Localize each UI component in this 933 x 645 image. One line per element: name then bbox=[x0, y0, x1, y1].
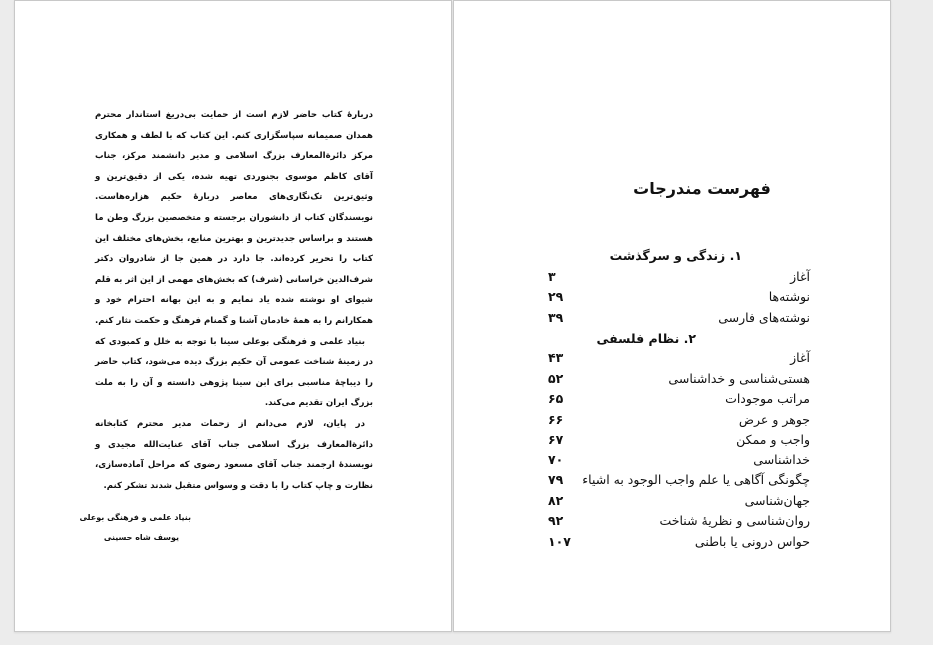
toc-entry-label: آغاز bbox=[790, 350, 810, 365]
signature-organization: بنیاد علمی و فرهنگی بوعلی bbox=[79, 513, 191, 522]
toc-entry-page: ۲۹ bbox=[548, 289, 564, 304]
toc-entry-label: مراتب موجودات bbox=[725, 391, 810, 406]
toc-entry-label: واجب و ممکن bbox=[736, 432, 810, 447]
toc-entry[interactable] bbox=[548, 452, 810, 472]
toc-entry-page: ۵۲ bbox=[548, 371, 564, 386]
toc-entry-label: نوشته‌ها bbox=[768, 289, 810, 304]
toc-entry-label: حواس درونی یا باطنی bbox=[694, 534, 810, 549]
toc-entry-page: ۸۲ bbox=[548, 493, 564, 508]
preface-text bbox=[95, 105, 373, 496]
toc-entry[interactable] bbox=[548, 371, 810, 391]
toc-entry-page: ۳۹ bbox=[548, 310, 564, 325]
toc-entry[interactable] bbox=[548, 350, 810, 370]
preface-paragraph: دربارۀ کتاب حاضر لازم است از حمایت بی‌دریغ استاندار محترم همدان صمیمانه سپاسگزاری کنم. این کتاب که با لطف و همکاری مرکز دائرةالمعارف بزرگ اسلامی و مدیر دانشمند مرکز، جناب آقای کاظم موسوی بجنوردی تهیه شده، یکی از دقیق‌ترین و وثیق‌ترین تک‌نگاری‌های معاصر دربارۀ حکیم هزاره‌هاست. نویسندگان کتاب از دانشوران برجسته و متخصصین بزرگ وطن ما هستند و براساس جدیدترین و بهترین منابع، بخش‌های مختلف این کتاب را تحریر کرده‌اند. جا دارد در همین جا از شادروان دکتر شرف‌الدین خراسانی (شرف) که بخش‌های مهمی از این اثر به قلم شیوای او نوشته شده یاد نمایم و به این بهانه احترام خود و همکارانم را به همۀ خادمان آشنا و گمنام فرهنگ و حکمت نثار کنم. bbox=[95, 110, 373, 326]
toc-section-heading: ۲. نظام فلسفی bbox=[596, 331, 696, 346]
toc-entry[interactable] bbox=[548, 513, 810, 533]
toc-entry-page: ۴۳ bbox=[548, 350, 564, 365]
toc-entry[interactable] bbox=[548, 391, 810, 411]
toc-entry-page: ۷۹ bbox=[548, 472, 564, 487]
toc-entry-label: آغاز bbox=[790, 269, 810, 284]
left-page bbox=[14, 0, 452, 632]
toc-entry-page: ۹۲ bbox=[548, 513, 564, 528]
toc-entry-label: خداشناسی bbox=[753, 452, 810, 467]
toc-entry[interactable] bbox=[548, 432, 810, 452]
toc-title: فهرست مندرجات bbox=[633, 179, 771, 198]
preface-paragraph: در پایان، لازم می‌دانم از زحمات مدیر محترم کتابخانه دائرةالمعارف بزرگ اسلامی جناب آقای عنایت‌الله مجیدی و نویسندۀ ارجمند جناب آقای مسعود رضوی که مراحل آماده‌سازی، نظارت و چاپ کتاب را با دقت و وسواس متقبل شدند تشکر کنم. bbox=[95, 418, 373, 491]
toc-entry-page: ۷۰ bbox=[548, 452, 564, 467]
toc-entry-label: جهان‌شناسی bbox=[744, 493, 810, 508]
toc-entry-label: روان‌شناسی و نظریۀ شناخت bbox=[659, 513, 810, 528]
toc-section-heading: ۱. زندگی و سرگذشت bbox=[609, 248, 742, 263]
toc-entry-page: ۶۶ bbox=[548, 412, 564, 427]
toc-entry[interactable] bbox=[548, 472, 810, 492]
toc-entry[interactable] bbox=[548, 412, 810, 432]
toc-entry-label: جوهر و عرض bbox=[738, 412, 810, 427]
toc-entry[interactable] bbox=[548, 289, 810, 309]
toc-entry-label: نوشته‌های فارسی bbox=[718, 310, 810, 325]
toc-entry-page: ۶۵ bbox=[548, 391, 564, 406]
toc-entry[interactable] bbox=[548, 534, 810, 554]
preface-paragraph: بنیاد علمی و فرهنگی بوعلی سینا با توجه به خلل و کمبودی که در زمینۀ شناخت عمومی آن حکیم بزرگ دیده می‌شود، کتاب حاضر را دیباچۀ مناسبی برای ابن سینا پژوهی دانسته و آن را به ملت بزرگ ایران تقدیم می‌کند. bbox=[95, 336, 373, 409]
right-page bbox=[453, 0, 891, 632]
signature-name: یوسف شاه حسینی bbox=[103, 533, 179, 542]
toc-entry-page: ۱۰۷ bbox=[548, 534, 571, 549]
toc-entry-page: ۳ bbox=[548, 269, 556, 284]
toc-entry[interactable] bbox=[548, 493, 810, 513]
toc-entry[interactable] bbox=[548, 269, 810, 289]
toc-entry-page: ۶۷ bbox=[548, 432, 564, 447]
toc-entry[interactable] bbox=[548, 310, 810, 330]
toc-entry-label: چگونگی آگاهی یا علم واجب الوجود به اشیاء bbox=[582, 472, 810, 487]
toc-entry-label: هستی‌شناسی و خداشناسی bbox=[668, 371, 810, 386]
